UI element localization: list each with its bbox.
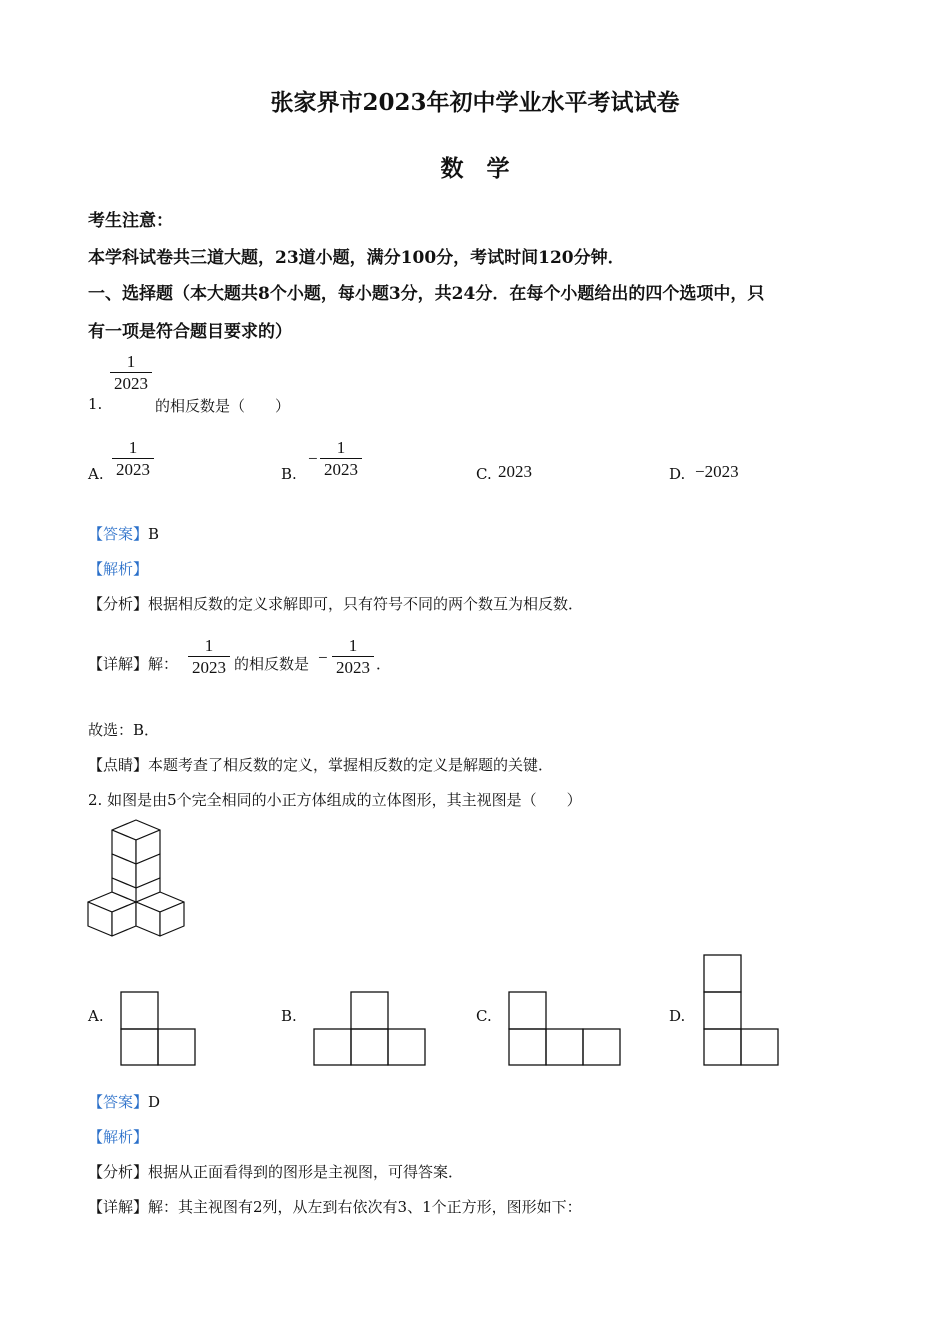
q2-fenxi [88,1161,463,1182]
q2-option-c-label: C. [476,1007,492,1025]
q2-answer [88,1091,160,1112]
q1-xiangjie-prefix: 解： [148,655,179,673]
q1-xiangjie-mid: 的相反数是 [234,655,310,673]
q1-dianjing [88,754,553,775]
q1-xj-denominator: 2023 [188,656,230,678]
q1-fenxi-tag: 【分析】 [88,595,149,613]
q1-xiangjie-fraction-2 [332,636,374,678]
q2-cube-figure [86,818,190,940]
notice-text: 本学科试卷共三道大题，23道小题，满分100分，考试时间120分钟． [88,248,625,268]
q1-option-a-numerator: 1 [128,438,138,457]
q2-option-a-figure [120,991,197,1066]
q2-answer-tag: 【答案】 [88,1093,149,1111]
q2-analysis-tag: 【解析】 [88,1128,149,1146]
q1-option-a-label: A. [88,465,104,483]
q1-frac-denominator: 2023 [110,372,152,394]
notice-label: 考生注意： [88,211,173,231]
q1-xiangjie-sign: − [318,648,328,667]
q1-xiangjie-end: ． [376,655,392,673]
q1-option-b-numerator: 1 [336,438,346,457]
q1-option-c-label: C. [476,465,492,483]
q1-xj-numerator-2: 1 [348,636,358,655]
section-heading-line1: 一、选择题（本大题共8个小题，每小题3分，共24分．在每个小题给出的四个选项中，只 [88,284,765,304]
q2-option-b-figure [313,991,427,1066]
q1-fenxi [88,593,583,614]
q1-analysis-tag: 【解析】 [88,560,149,578]
q2-xiangjie-tag: 【详解】 [88,1198,149,1216]
q1-choose: 故选：B． [88,721,160,739]
q1-option-b-denominator: 2023 [320,458,362,480]
q1-option-a-denominator: 2023 [112,458,154,480]
q2-fenxi-text: 根据从正面看得到的图形是主视图，可得答案． [148,1163,464,1181]
q1-answer [88,523,159,544]
q1-answer-tag: 【答案】 [88,525,149,543]
q2-answer-value: D [148,1093,161,1111]
q1-stem: 的相反数是（ ） [155,397,291,415]
q1-answer-value: B [148,525,160,543]
q1-xiangjie-fraction-1 [188,636,230,678]
q1-fenxi-text: 根据相反数的定义求解即可，只有符号不同的两个数互为相反数． [148,595,584,613]
q1-number: 1. [88,395,103,413]
q2-option-a-label: A. [88,1007,104,1025]
q2-option-c-figure [508,991,622,1066]
q1-option-b-fraction [320,438,362,480]
q1-option-a-fraction [112,438,154,480]
q1-option-b-sign: − [308,449,318,468]
exam-title: 张家界市2023年初中学业水平考试试卷 [270,89,680,116]
q2-stem: 2. 如图是由5个完全相同的小正方体组成的立体图形，其主视图是（ ） [88,791,582,809]
q1-option-b-label: B. [281,465,297,483]
q1-option-c-value: 2023 [498,462,532,481]
q2-xiangjie [88,1196,582,1217]
q1-xj-denominator-2: 2023 [332,656,374,678]
q2-xiangjie-text: 解：其主视图有2列，从左到右依次有3、1个正方形，图形如下： [148,1198,582,1216]
q1-xj-numerator: 1 [204,636,214,655]
q1-dianjing-tag: 【点睛】 [88,756,149,774]
q1-frac-numerator: 1 [126,352,136,371]
q1-option-d-label: D. [669,465,686,483]
q1-xiangjie-tag: 【详解】 [88,655,149,673]
q2-option-b-label: B. [281,1007,297,1025]
q1-xiangjie [88,653,178,674]
q2-option-d-label: D. [669,1007,686,1025]
q2-option-d-figure [703,954,780,1066]
q1-option-d-value: −2023 [695,462,739,481]
q2-fenxi-tag: 【分析】 [88,1163,149,1181]
subject-title: 数 学 [440,155,510,182]
q1-fraction [110,352,152,394]
section-heading-line2: 有一项是符合题目要求的） [88,322,292,342]
q1-dianjing-text: 本题考查了相反数的定义，掌握相反数的定义是解题的关键． [148,756,554,774]
